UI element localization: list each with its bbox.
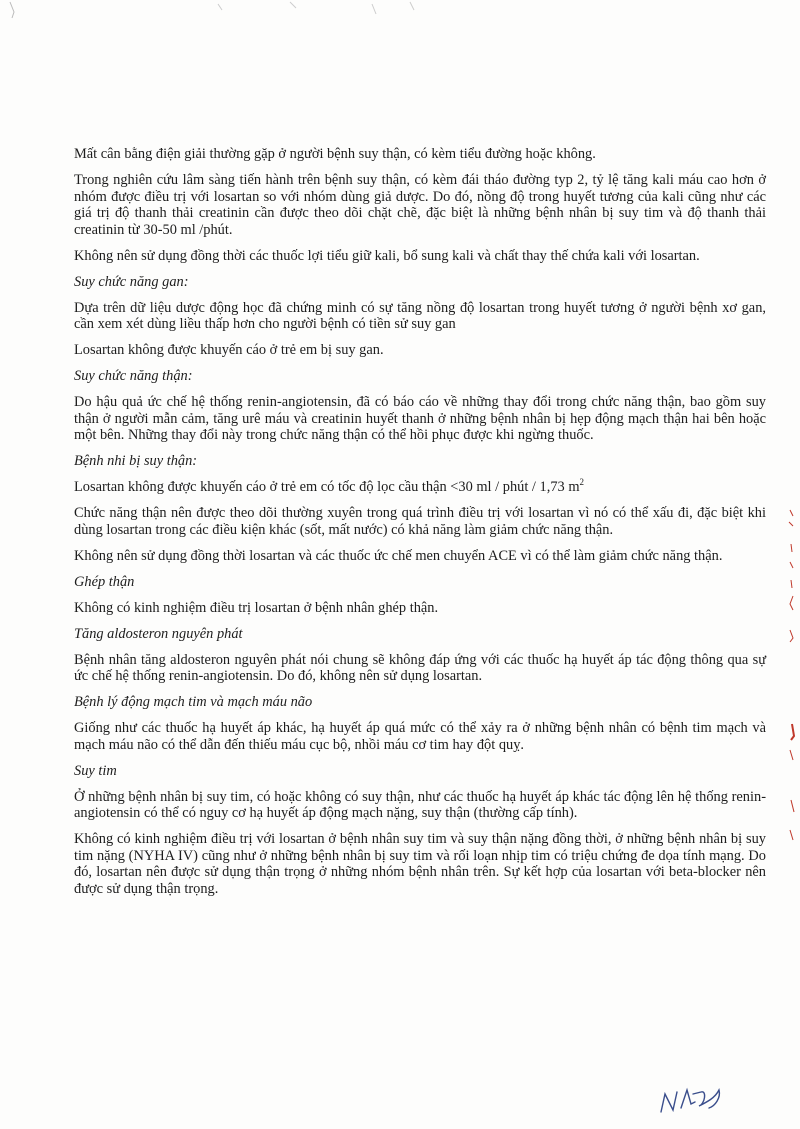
paragraph <box>74 479 766 496</box>
paragraph: Mất cân bằng điện giải thường gặp ở người bệnh suy thận, có kèm tiểu đường hoặc không. <box>74 146 596 162</box>
paragraph: Giống như các thuốc hạ huyết áp khác, hạ huyết áp quá mức có thể xảy ra ở những bệnh nhân có bệnh tim mạch và mạch máu não có thể dẫn đến thiếu máu cục bộ, nhồi máu cơ tim hay đột quỵ. <box>74 720 766 753</box>
paragraph: Không nên sử dụng đồng thời các thuốc lợi tiểu giữ kali, bổ sung kali và chất thay thế chứa kali với losartan. <box>74 247 700 264</box>
paragraph: Dựa trên dữ liệu dược động học đã chứng minh có sự tăng nồng độ losartan trong huyết tương ở người bệnh xơ gan, cần xem xét dùng liều thấp hơn cho người bệnh có tiền sử suy gan <box>74 299 766 332</box>
paragraph: Không có kinh nghiệm điều trị với losartan ở bệnh nhân suy tim và suy thận nặng đồng thời, ở những bệnh nhân bị suy tim nặng (NYHA IV) cũng như ở những bệnh nhân bị suy tim và rối loạn nhịp tim có triệu chứng đe dọa tính mạng. Do đó, losartan nên được sử dụng thận trọng ở những nhóm bệnh nhân trên. Sự kết hợp của losartan với beta-blocker nên được sử dụng thận trọng. <box>74 831 766 897</box>
scan-top-marks <box>0 0 800 30</box>
paragraph-text: Losartan không được khuyến cáo ở trẻ em có tốc độ lọc cầu thận <30 ml / phút / 1,73 m <box>74 479 580 495</box>
section-heading: Bệnh lý động mạch tim và mạch máu não <box>74 694 313 710</box>
section-heading: Bệnh nhi bị suy thận: <box>74 453 198 469</box>
document-body <box>74 146 766 907</box>
section-heading: Suy tim <box>74 762 117 779</box>
initials-signature <box>655 1080 745 1120</box>
section-heading: Ghép thận <box>74 573 135 590</box>
paragraph: Chức năng thận nên được theo dõi thường xuyên trong quá trình điều trị với losartan vì nó có thể xấu đi, đặc biệt khi dùng losartan trong các điều kiện khác (sốt, mất nước) có khả năng làm giảm chức năng thận. <box>74 505 766 538</box>
scan-edge-marks <box>784 500 800 860</box>
section-heading: Tăng aldosteron nguyên phát <box>74 625 243 642</box>
paragraph: Không có kinh nghiệm điều trị losartan ở bệnh nhân ghép thận. <box>74 599 439 616</box>
section-heading: Suy chức năng thận: <box>74 368 193 384</box>
paragraph: Losartan không được khuyến cáo ở trẻ em bị suy gan. <box>74 342 384 358</box>
paragraph: Không nên sử dụng đồng thời losartan và các thuốc ức chế men chuyển ACE vì có thể làm giảm chức năng thận. <box>74 547 723 564</box>
paragraph: Trong nghiên cứu lâm sàng tiến hành trên bệnh suy thận, có kèm đái tháo đường typ 2, tỷ lệ tăng kali máu cao hơn ở nhóm được điều trị với losartan so với nhóm dùng giả dược. Do đó, nồng độ trong huyết tương của kali cũng như các giá trị độ thanh thải creatinin cần được theo dõi chặt chẽ, đặc biệt là những bệnh nhân bị suy tim và độ thanh thải creatinin từ 30-50 ml /phút. <box>74 172 766 238</box>
paragraph: Ở những bệnh nhân bị suy tim, có hoặc không có suy thận, như các thuốc hạ huyết áp khác tác động lên hệ thống renin-angiotensin có thể có nguy cơ hạ huyết áp động mạch nặng, suy thận (thường cấp tính). <box>74 788 766 821</box>
paragraph: Do hậu quả ức chế hệ thống renin-angiotensin, đã có báo cáo về những thay đổi trong chức năng thận, bao gồm suy thận ở người mẫn cảm, tăng urê máu và creatinin huyết thanh ở những bệnh nhân bị hẹp động mạch thận hai bên hoặc một bên. Những thay đổi này trong chức năng thận có thể hồi phục được khi ngừng thuốc. <box>74 394 766 443</box>
section-heading: Suy chức năng gan: <box>74 273 189 290</box>
paragraph: Bệnh nhân tăng aldosteron nguyên phát nói chung sẽ không đáp ứng với các thuốc hạ huyết áp tác động thông qua sự ức chế hệ thống renin-angiotensin. Do đó, không nên sử dụng losartan. <box>74 651 766 684</box>
superscript: 2 <box>579 477 585 488</box>
